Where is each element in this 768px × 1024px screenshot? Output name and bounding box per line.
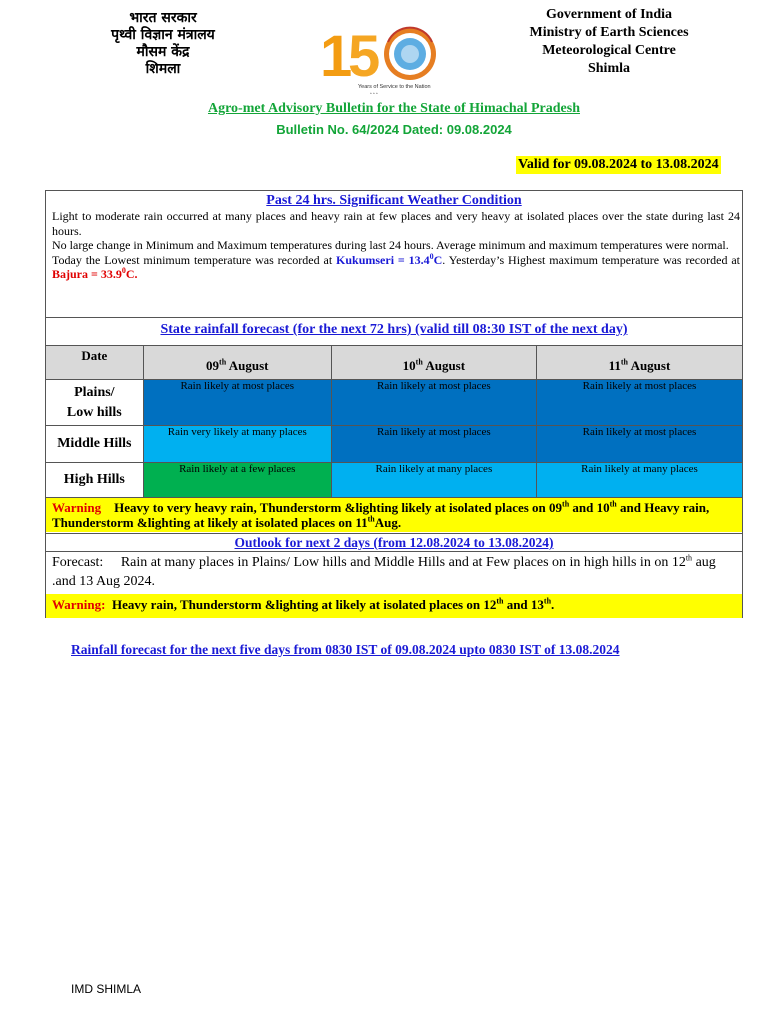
- row-label-middle-hills: Middle Hills: [46, 426, 144, 463]
- warning-label: Warning:: [52, 597, 106, 612]
- low-temp-station: Kukumseri = $13.4^0C$: [336, 251, 443, 267]
- bulletin-title: Agro-met Advisory Bulletin for the State of Himachal Pradesh: [207, 101, 580, 116]
- english-line: Ministry of Earth Sciences: [529, 25, 689, 40]
- date-col-11: 11th August: [536, 346, 742, 380]
- hindi-line: पृथ्वी विज्ञान मंत्रालय: [111, 27, 215, 43]
- footer-text: IMD SHIMLA: [71, 982, 142, 996]
- high-temp-station: Bajura = $33.9^0C$.: [52, 266, 138, 281]
- past-line-3-text: Today the Lowest minimum temperature was recorded at: [52, 252, 337, 267]
- forecast-cell: Rain likely at most places: [143, 380, 331, 426]
- hindi-line: शिमला: [145, 61, 181, 77]
- state-forecast-title: State rainfall forecast (for the next 72 hrs) (valid till 08:30 IST of the next day): [160, 322, 628, 337]
- svg-text:5: 5: [348, 24, 381, 89]
- forecast-cell: Rain likely at most places: [331, 380, 536, 426]
- svg-text:1: 1: [320, 24, 353, 89]
- date-col-09: 09th August: [143, 346, 331, 380]
- row-label-high-hills: High Hills: [46, 463, 144, 498]
- bulletin-number-date: Bulletin No. 64/2024 Dated: 09.08.2024: [276, 122, 512, 137]
- outlook-forecast: Forecast: Rain at many places in Plains/ Low hills and Middle Hills and at Few places on in high hills in on 12th aug .and 13 Aug 2024.: [52, 553, 716, 589]
- warning-label: Warning: [52, 500, 102, 515]
- outlook-title: Outlook for next 2 days (from 12.08.2024 to 13.08.2024): [234, 535, 554, 550]
- past-line-3: [52, 253, 740, 282]
- table-row: [46, 463, 743, 498]
- table-header-row: [46, 346, 743, 380]
- hindi-line: भारत सरकार: [129, 10, 197, 26]
- date-header: Date: [46, 346, 144, 380]
- svg-text:॰ ॰ ॰: ॰ ॰ ॰: [370, 91, 378, 96]
- hindi-line: मौसम केंद्र: [136, 44, 190, 60]
- divider: [45, 551, 743, 552]
- warning-outlook: Warning: Heavy rain, Thunderstorm &lighting at likely at isolated places on 12th and 13th.: [46, 594, 742, 618]
- past-24hrs-body: [52, 209, 740, 282]
- forecast-cell: Rain likely at a few places: [143, 463, 331, 498]
- forecast-cell: Rain likely at most places: [331, 426, 536, 463]
- logo-tagline: Years of Service to the Nation: [358, 84, 431, 90]
- warning-72hrs: Warning Heavy to very heavy rain, Thunderstorm &lighting likely at isolated places on 09th and 10th and Heavy rain, Thunderstorm &lighting at likely at isolated places on 11thAug.: [46, 498, 742, 532]
- five-day-forecast-link[interactable]: Rainfall forecast for the next five days from 0830 IST of 09.08.2024 upto 0830 IST of 13.08.2024: [71, 642, 620, 657]
- past-line-2: No large change in Minimum and Maximum temperatures during last 24 hours. Average minimum and maximum temperatures were normal.: [52, 238, 729, 252]
- forecast-table: [45, 345, 743, 498]
- table-row: [46, 380, 743, 426]
- date-col-10: 10th August: [331, 346, 536, 380]
- imd-150-logo: [318, 14, 442, 98]
- past-line-3-mid: . Yesterday’s Highest maximum temperature was recorded at: [442, 252, 740, 267]
- english-line: Government of India: [546, 7, 672, 22]
- forecast-cell: Rain likely at many places: [331, 463, 536, 498]
- validity-badge: Valid for 09.08.2024 to 13.08.2024: [518, 157, 719, 172]
- forecast-cell: Rain likely at many places: [536, 463, 742, 498]
- english-line: Shimla: [587, 61, 630, 76]
- past-line-1: Light to moderate rain occurred at many places and heavy rain at few places and very heavy at isolated places over the state during last 24 hours.: [52, 209, 740, 238]
- forecast-cell: Rain likely at most places: [536, 380, 742, 426]
- english-line: Meteorological Centre: [542, 43, 676, 58]
- row-label-plains: Plains/ Low hills: [46, 380, 144, 426]
- table-row: [46, 426, 743, 463]
- divider: [45, 533, 743, 534]
- forecast-cell: Rain very likely at many places: [143, 426, 331, 463]
- past-24hrs-title: Past 24 hrs. Significant Weather Condition: [266, 193, 522, 208]
- forecast-cell: Rain likely at most places: [536, 426, 742, 463]
- english-header: [520, 6, 698, 78]
- hindi-header: [88, 10, 238, 78]
- divider: [45, 317, 743, 318]
